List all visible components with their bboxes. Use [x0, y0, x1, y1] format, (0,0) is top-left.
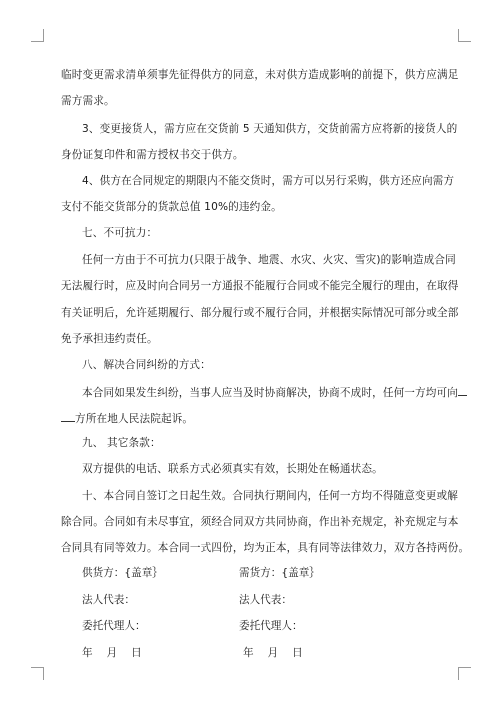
crop-mark-top-left — [31, 29, 44, 42]
supplier-seal-label: 供货方：{盖章｝ — [82, 567, 163, 579]
paragraph-line: 任何一方由于不可抗力(只限于战争、地震、水灾、火灾、雪灾)的影响造成合同 — [82, 254, 456, 266]
paragraph-line: 4、供方在合同规定的期限内不能交货时，需方可以另行采购，供方还应向需方 — [82, 175, 455, 187]
buyer-date-label: 年 月 日 — [243, 647, 303, 659]
paragraph-line: 除合同。合同如有未尽事宜，须经合同双方共同协商，作出补充规定，补充规定与本 — [61, 516, 459, 528]
section-heading: 九、 其它条款： — [82, 437, 161, 449]
section-heading: 八、解决合同纠纷的方式： — [82, 359, 211, 371]
paragraph-line: 需方需求。 — [61, 95, 115, 107]
paragraph-text: 本合同如果发生纠纷，当事人应当及时协商解决，协商不成时，任何一方均可向 — [82, 387, 459, 399]
paragraph-line: 支付不能交货部分的货款总值 10%的违约金。 — [61, 201, 282, 213]
paragraph-line — [82, 385, 467, 400]
paragraph-line — [61, 411, 193, 426]
supplier-date-label: 年 月 日 — [82, 647, 142, 659]
paragraph-line: 有关证明后，允许延期履行、部分履行或不履行合同，并根据实际情况可部分或全部 — [61, 307, 459, 319]
crop-mark-bottom-left — [31, 667, 44, 680]
paragraph-line: 双方提供的电话、联系方式必须真实有效，长期处在畅通状态。 — [82, 463, 383, 475]
fill-in-blank[interactable] — [458, 385, 467, 396]
supplier-agent-label: 委托代理人： — [82, 620, 146, 632]
supplier-legal-rep-label: 法人代表： — [82, 594, 135, 606]
buyer-legal-rep-label: 法人代表： — [239, 594, 292, 606]
buyer-agent-label: 委托代理人： — [239, 620, 303, 632]
section-heading: 七、不可抗力： — [82, 227, 158, 239]
paragraph-line: 合同具有同等效力。本合同一式四份，均为正本，具有同等法律效力，双方各持两份。 — [61, 542, 470, 554]
paragraph-line: 临时变更需求清单须事先征得供方的同意，未对供方造成影响的前提下，供方应满足 — [61, 69, 459, 81]
paragraph-line: 十、本合同自签订之日起生效。合同执行期间内，任何一方均不得随意变更或解 — [82, 490, 459, 502]
buyer-seal-label: 需货方：{盖章｝ — [239, 567, 320, 579]
paragraph-line: 3、变更接货人，需方应在交货前 5 天通知供方，交货前需方应将新的接货人的 — [82, 123, 458, 135]
paragraph-line: 无法履行时，应及时向合同另一方通报不能履行合同或不能完全履行的理由，在取得 — [61, 280, 459, 292]
paragraph-text: 方所在地人民法院起诉。 — [75, 413, 194, 425]
crop-mark-bottom-right — [458, 667, 471, 680]
paragraph-line: 免予承担违约责任。 — [61, 333, 158, 345]
paragraph-line: 身份证复印件和需方授权书交于供方。 — [61, 149, 244, 161]
crop-mark-top-right — [458, 29, 471, 42]
fill-in-blank[interactable] — [61, 411, 75, 422]
